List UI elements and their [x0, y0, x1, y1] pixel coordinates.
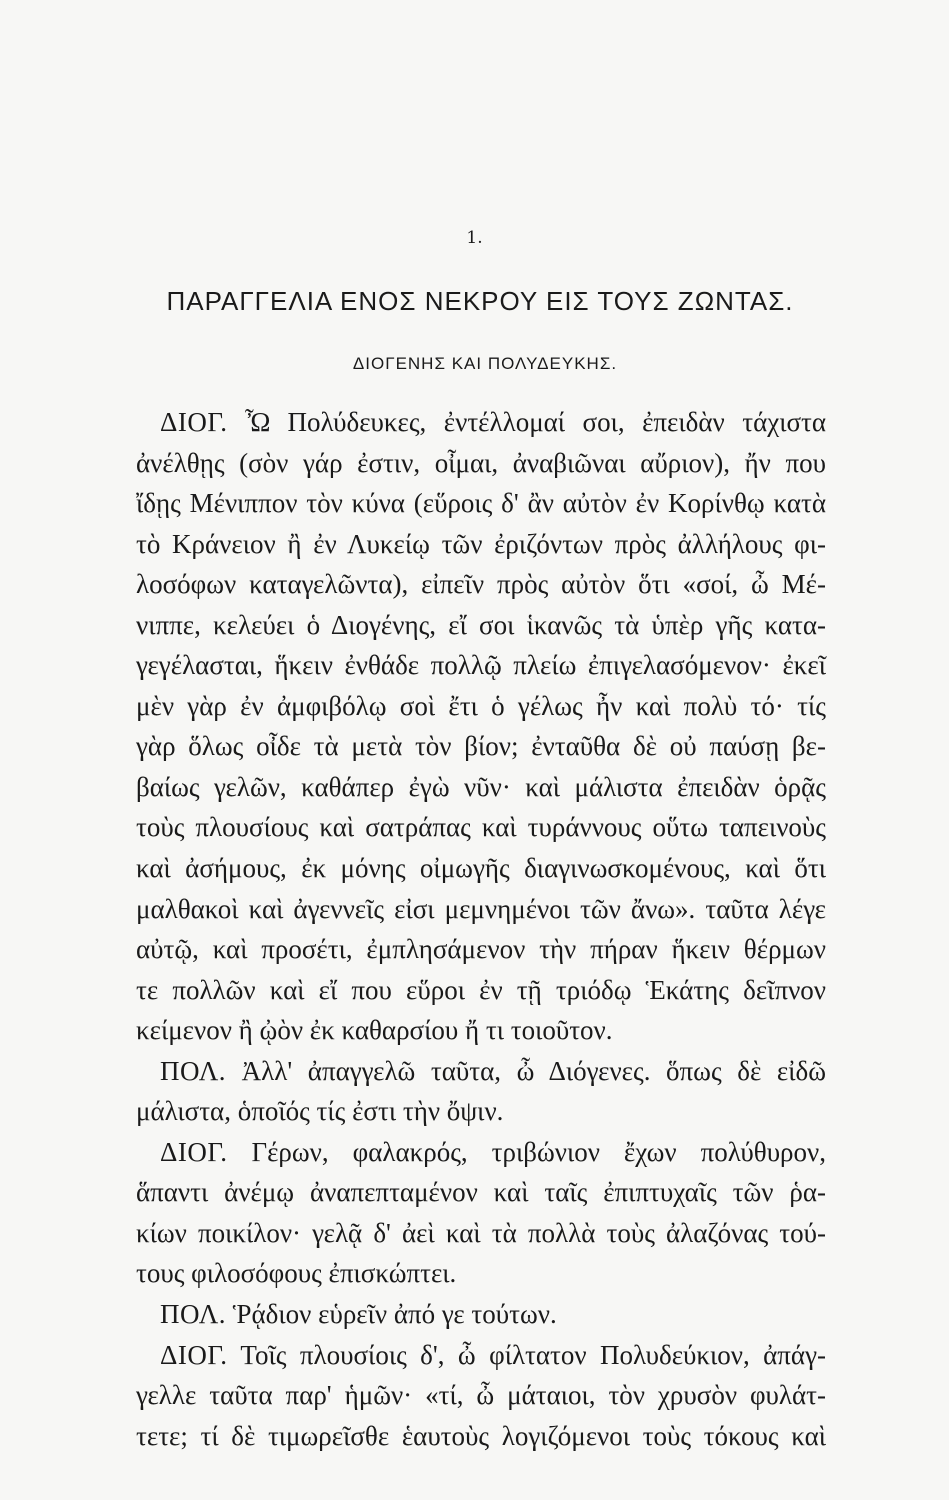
page-number: 1. [466, 228, 483, 248]
text-line [136, 1010, 826, 1051]
text-line [136, 1375, 826, 1416]
speaker-label: ΠΟΛ. [160, 1299, 227, 1330]
line-text: ἀνέλθῃς (σὸν γάρ ἐστιν, οἶμαι, ἀναβιῶναι αὔριον), ἤν που [136, 447, 826, 478]
line-text: Ἀλλ' ἀπαγγελῶ ταῦτα, ὦ Διόγενες. ὅπως δὲ εἰδῶ [241, 1055, 827, 1086]
text-line [136, 1253, 826, 1294]
speaker-label: ΠΟΛ. [160, 1055, 227, 1086]
line-text: αὐτῷ, καὶ προσέτι, ἐμπλησάμενον τὴν πήραν ἥκειν θέρμων [136, 934, 826, 965]
text-line [136, 1416, 826, 1457]
text-line [136, 1335, 826, 1376]
text-line [136, 1294, 826, 1335]
line-text: Ῥᾴδιον εὑρεῖν ἀπό γε τούτων. [232, 1299, 557, 1330]
text-line [136, 605, 826, 646]
line-text: μάλιστα, ὁποῖός τίς ἐστι τὴν ὄψιν. [136, 1096, 504, 1127]
text-line [136, 1051, 826, 1092]
text-line [136, 1132, 826, 1173]
line-text: γεγέλασται, ἥκειν ἐνθάδε πολλῷ πλείω ἐπιγελασόμενον· ἐκεῖ [136, 650, 826, 681]
dialogue-subtitle: ΔΙΟΓΕΝΗΣ ΚΑΙ ΠΟΛΥΔΕΥΚΗΣ. [352, 354, 618, 373]
speaker-label: ΔΙΟΓ. [160, 1339, 228, 1370]
chapter-title: ΠΑΡΑΓΓΕΛΙΑ ΕΝΟΣ ΝΕΚΡΟΥ ΕΙΣ ΤΟΥΣ ΖΩΝΤΑΣ. [166, 286, 794, 316]
line-text: τε πολλῶν καὶ εἴ που εὕροι ἐν τῇ τριόδῳ Ἑκάτης δεῖπνον [136, 974, 826, 1005]
line-text: γελλε ταῦτα παρ' ἡμῶν· «τί, ὦ μάταιοι, τὸν χρυσὸν φυλάτ- [136, 1380, 826, 1411]
text-line [136, 483, 826, 524]
text-line [136, 524, 826, 565]
line-text: τους φιλοσόφους ἐπισκώπτει. [136, 1258, 457, 1289]
text-line [136, 970, 826, 1011]
text-line [136, 686, 826, 727]
text-line [136, 767, 826, 808]
text-line [136, 1172, 826, 1213]
text-line [136, 1091, 826, 1132]
line-text: Γέρων, φαλακρός, τριβώνιον ἔχων πολύθυρον, [251, 1136, 826, 1167]
line-text: κίων ποικίλον· γελᾷ δ' ἀεὶ καὶ τὰ πολλὰ τοὺς ἀλαζόνας τού- [136, 1217, 826, 1248]
text-line [136, 645, 826, 686]
line-text: Ὦ Πολύδευκες, ἐντέλλομαί σοι, ἐπειδὰν τάχιστα [244, 407, 827, 437]
line-text: μαλθακοὶ καὶ ἀγεννεῖς εἰσι μεμνημένοι τῶν ἄνω». ταῦτα λέγε [136, 893, 826, 924]
text-line [136, 564, 826, 605]
speaker-label: ΔΙΟΓ. [160, 407, 228, 437]
line-text: γὰρ ὅλως οἶδε τὰ μετὰ τὸν βίον; ἐνταῦθα δὲ οὐ παύσῃ βε- [136, 731, 826, 762]
dialogue-text [136, 402, 826, 1456]
speaker-label: ΔΙΟΓ. [160, 1136, 228, 1167]
line-text: λοσόφων καταγελῶντα), εἰπεῖν πρὸς αὐτὸν ὅτι «σοί, ὦ Μέ- [136, 569, 826, 600]
line-text: νιππε, κελεύει ὁ Διογένης, εἴ σοι ἱκανῶς τὰ ὑπὲρ γῆς κατα- [136, 609, 826, 640]
line-text: τοὺς πλουσίους καὶ σατράπας καὶ τυράννους οὕτω ταπεινοὺς [136, 812, 826, 843]
text-line [136, 1213, 826, 1254]
text-line [136, 402, 826, 443]
text-line [136, 848, 826, 889]
text-line [136, 929, 826, 970]
line-text: ἅπαντι ἀνέμῳ ἀναπεπταμένον καὶ ταῖς ἐπιπτυχαῖς τῶν ῥα- [136, 1177, 826, 1208]
line-text: βαίως γελῶν, καθάπερ ἐγὼ νῦν· καὶ μάλιστα ἐπειδὰν ὁρᾷς [136, 771, 826, 802]
text-line [136, 807, 826, 848]
line-text: τὸ Κράνειον ἢ ἐν Λυκείῳ τῶν ἐριζόντων πρὸς ἀλλήλους φι- [136, 528, 826, 559]
line-text: Τοῖς πλουσίοις δ', ὦ φίλτατον Πολυδεύκιον, ἀπάγ- [240, 1339, 826, 1370]
line-text: μὲν γὰρ ἐν ἀμφιβόλῳ σοὶ ἔτι ὁ γέλως ἦν καὶ πολὺ τό· τίς [136, 690, 826, 721]
line-text: ἴδῃς Μένιππον τὸν κύνα (εὕροις δ' ἂν αὐτὸν ἐν Κορίνθῳ κατὰ [136, 488, 826, 519]
line-text: καὶ ἀσήμους, ἐκ μόνης οἰμωγῆς διαγινωσκομένους, καὶ ὅτι [136, 853, 826, 884]
line-text: κείμενον ἢ ᾠὸν ἐκ καθαρσίου ἤ τι τοιοῦτον. [136, 1015, 613, 1046]
line-text: τετε; τί δὲ τιμωρεῖσθε ἑαυτοὺς λογιζόμενοι τοὺς τόκους καὶ [136, 1420, 826, 1451]
text-line [136, 889, 826, 930]
text-line [136, 443, 826, 484]
text-line [136, 726, 826, 767]
